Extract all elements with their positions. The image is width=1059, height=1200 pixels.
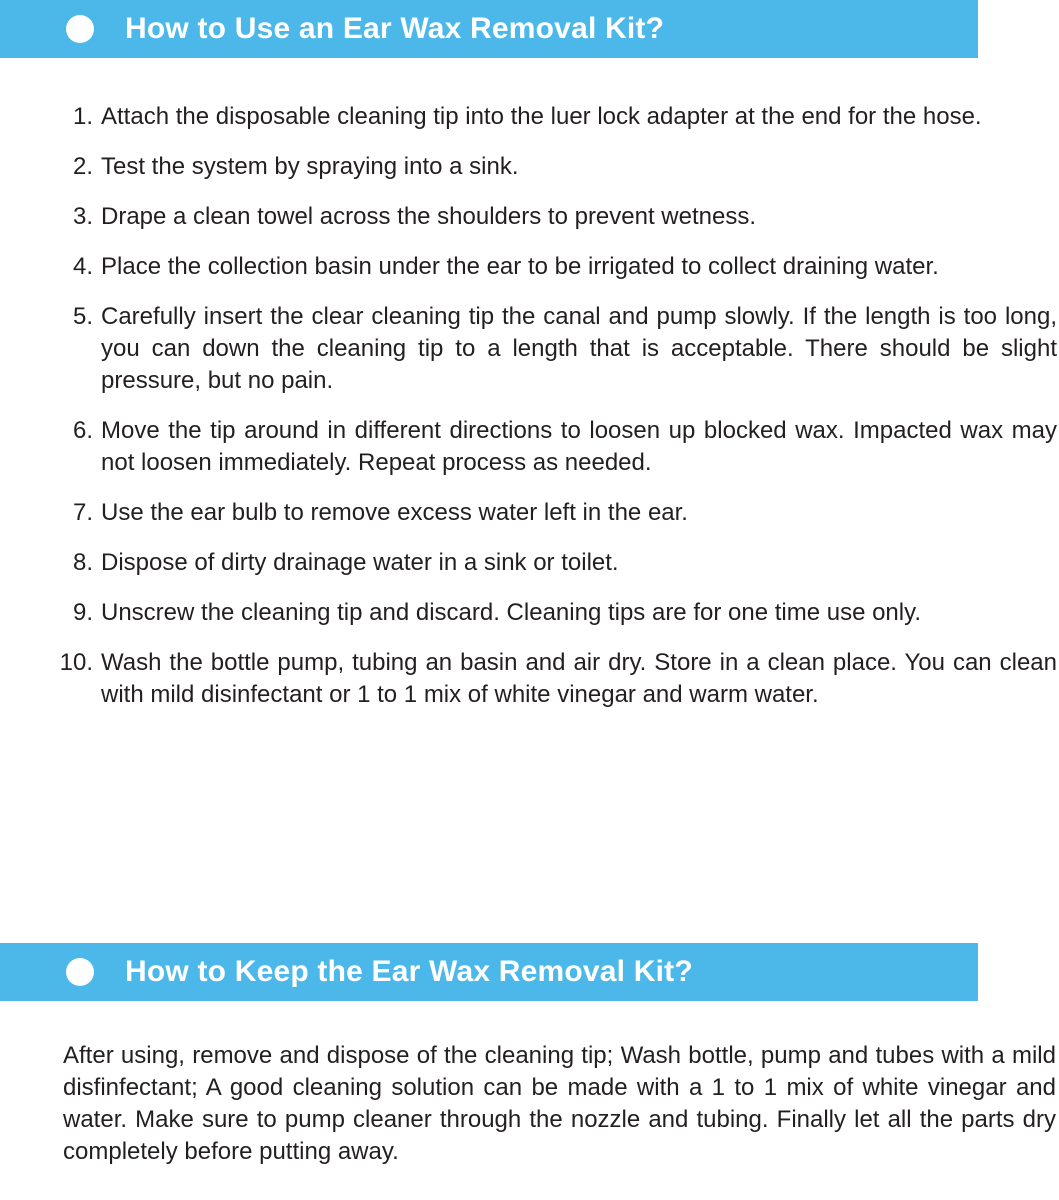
step-text: Carefully insert the clear cleaning tip the canal and pump slowly. If the length is too long, you can down the cleaning tip to a length that is acceptable. There should be slight pressure, but no pain. (101, 303, 1057, 394)
step-text: Wash the bottle pump, tubing an basin and air dry. Store in a clean place. You can clean with mild disinfectant or 1 to 1 mix of white vinegar and warm water. (101, 649, 1057, 708)
step-number: 8. (72, 549, 93, 576)
step-number: 9. (72, 599, 93, 626)
list-item (0, 101, 1059, 133)
step-number: 6. (72, 417, 93, 444)
step-text: Unscrew the cleaning tip and discard. Cleaning tips are for one time use only. (101, 599, 921, 626)
step-number: 1. (72, 103, 93, 130)
step-text: Drape a clean towel across the shoulders to prevent wetness. (101, 203, 757, 230)
section-title-keep: How to Keep the Ear Wax Removal Kit? (125, 955, 693, 988)
bullet-dot-icon (66, 958, 94, 986)
step-text: Attach the disposable cleaning tip into the luer lock adapter at the end for the hose. (101, 103, 982, 130)
step-number: 7. (72, 499, 93, 526)
list-item (0, 547, 1059, 579)
step-number: 2. (72, 153, 93, 180)
list-item (0, 301, 1059, 397)
list-item (0, 497, 1059, 529)
list-item (0, 647, 1059, 711)
section-header-use (0, 0, 978, 58)
list-item (0, 151, 1059, 183)
list-item (0, 201, 1059, 233)
step-text: Move the tip around in different directions to loosen up blocked wax. Impacted wax may not loosen immediately. Repeat process as needed. (101, 417, 1057, 476)
list-item (0, 251, 1059, 283)
keep-instructions-paragraph: After using, remove and dispose of the cleaning tip; Wash bottle, pump and tubes with a mild disfinfectant; A good cleaning solution can be made with a 1 to 1 mix of white vinegar and water. Make sure to pump cleaner through the nozzle and tubing. Finally let all the parts dry completely before putting away. (63, 1042, 1056, 1165)
step-number: 4. (72, 253, 93, 280)
list-item (0, 597, 1059, 629)
step-text: Dispose of dirty drainage water in a sink or toilet. (101, 549, 619, 576)
step-number: 3. (72, 203, 93, 230)
step-text: Place the collection basin under the ear to be irrigated to collect draining water. (101, 253, 939, 280)
steps-list (0, 101, 1059, 729)
section-header-keep (0, 943, 978, 1001)
list-item (0, 415, 1059, 479)
bullet-dot-icon (66, 15, 94, 43)
step-number: 10. (59, 649, 93, 676)
section-title-use: How to Use an Ear Wax Removal Kit? (125, 12, 665, 45)
step-text: Use the ear bulb to remove excess water left in the ear. (101, 499, 688, 526)
step-number: 5. (72, 303, 93, 330)
step-text: Test the system by spraying into a sink. (101, 153, 519, 180)
